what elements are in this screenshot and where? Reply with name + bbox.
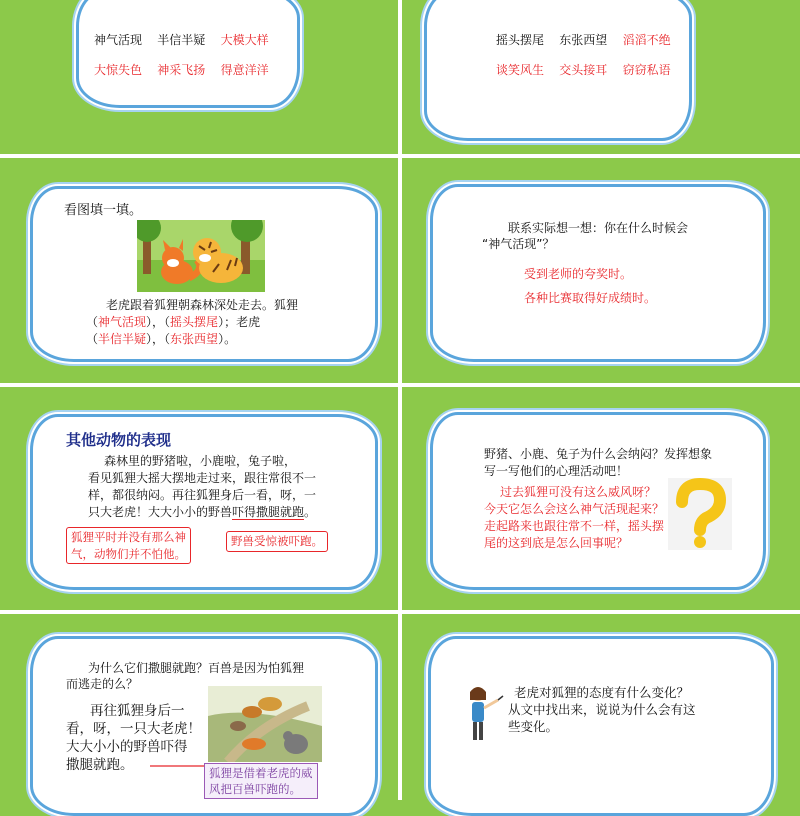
slide5-note1 xyxy=(66,527,191,564)
slide8-question-line3: 些变化。 xyxy=(508,719,559,734)
word: 滔滔不绝 xyxy=(622,33,671,47)
slide6-reply-line: 走起路来也跟往常不一样，摇头摆 xyxy=(484,519,665,533)
slide3-line2-tail: ；老虎 xyxy=(224,315,261,329)
slide6-question-line2: 写一写他们的心理活动吧！ xyxy=(484,464,629,478)
answer-blank: 半信半疑 xyxy=(98,332,147,346)
slide1-card xyxy=(76,0,300,108)
fox-tiger-illustration xyxy=(137,220,265,292)
note-line: 风把百兽吓跑的。 xyxy=(209,782,301,797)
slide1-row1 xyxy=(94,32,269,49)
slide8-question-line1: 老虎对狐狸的态度有什么变化？ xyxy=(514,685,690,700)
slide2-row1 xyxy=(496,32,671,49)
word: 谈笑风生 xyxy=(496,63,545,77)
slide7-note xyxy=(204,763,318,799)
slide7-para-line: 再往狐狸身后一 xyxy=(90,703,185,719)
divider-vertical xyxy=(398,0,402,800)
question-mark-icon xyxy=(668,478,732,550)
answer-blank: 东张西望 xyxy=(170,332,219,346)
slide7-para-line: 撒腿就跑。 xyxy=(66,757,134,773)
animals-running-illustration xyxy=(208,686,322,762)
word: 摇头摆尾 xyxy=(496,33,545,47)
slide6-reply-line: 今天它怎么会这么神气活现起来？ xyxy=(484,502,665,516)
teacher-icon xyxy=(464,686,504,742)
word: 大惊失色 xyxy=(94,63,143,77)
answer-blank: 神气活现 xyxy=(98,315,147,329)
word: 半信半疑 xyxy=(157,33,206,47)
word: 交头接耳 xyxy=(559,63,608,77)
slide7-question-line1: 为什么它们撒腿就跑？百兽是因为怕狐狸 xyxy=(88,661,305,675)
slide8-question-line2: 从文中找出来，说说为什么会有这 xyxy=(508,702,696,717)
connector-line xyxy=(150,764,204,768)
slide3-heading: 看图填一填。 xyxy=(64,203,143,218)
slide4-answer1: 受到老师的夸奖时。 xyxy=(524,267,633,281)
slide7-question-line2: 而逃走的么？ xyxy=(66,677,139,691)
word: 大模大样 xyxy=(220,33,269,47)
slide6-reply-line: 过去狐狸可没有这么威风呀？ xyxy=(500,485,657,499)
divider-h1 xyxy=(0,154,800,158)
text: 。 xyxy=(304,505,317,519)
answer-blank: 摇头摆尾 xyxy=(170,315,219,329)
slide4-answer2: 各种比赛取得好成绩时。 xyxy=(524,291,657,305)
note-line: 狐狸是借着老虎的威 xyxy=(209,766,313,780)
word: 东张西望 xyxy=(559,33,608,47)
text: 只大老虎！大大小小的野兽 xyxy=(88,505,233,519)
slide5-para-line: 森林里的野猪啦，小鹿啦，兔子啦， xyxy=(104,454,297,468)
note-line: 狐狸平时并没有那么神 xyxy=(71,530,186,544)
slide3-line3: （半信半疑），（东张西望）。 xyxy=(86,332,237,346)
divider-h3 xyxy=(0,610,800,614)
slide7-para-line: 看，呀，一只大老虎！ xyxy=(66,721,201,737)
slide6-reply-line: 尾的这到底是怎么回事呢？ xyxy=(484,536,629,550)
slide4-question-line2: “神气活现”？ xyxy=(482,237,555,251)
slide3-line1: 老虎跟着狐狸朝森林深处走去。狐狸 xyxy=(106,298,299,312)
slide3-line2: （神气活现），（摇头摆尾）；老虎 xyxy=(86,315,261,329)
slide4-question-line1: 联系实际想一想：你在什么时候会 xyxy=(508,221,689,235)
word: 神气活现 xyxy=(94,33,143,47)
slide5-para-line: 样，都很纳闷。再往狐狸身后一看，呀，一 xyxy=(88,488,317,502)
slide5-title: 其他动物的表现 xyxy=(66,431,172,449)
highlighted-phrase: 吓得撒腿就跑 xyxy=(232,505,305,519)
slide2-row2 xyxy=(496,62,671,79)
word: 神采飞扬 xyxy=(157,63,206,77)
note-line: 气，动物们并不怕他。 xyxy=(71,546,186,561)
slide5-para-line: 看见狐狸大摇大摆地走过来，跟往常很不一 xyxy=(88,471,317,485)
slide1-row2 xyxy=(94,62,269,79)
word: 得意洋洋 xyxy=(220,63,269,77)
word: 窃窃私语 xyxy=(622,63,671,77)
slide5-note2: 野兽受惊被吓跑。 xyxy=(226,531,328,552)
slide7-para-line: 大大小小的野兽吓得 xyxy=(66,739,188,755)
slide6-question-line1: 野猪、小鹿、兔子为什么会纳闷？发挥想象 xyxy=(484,447,713,461)
divider-h2 xyxy=(0,383,800,387)
slide5-para-line xyxy=(88,504,316,521)
